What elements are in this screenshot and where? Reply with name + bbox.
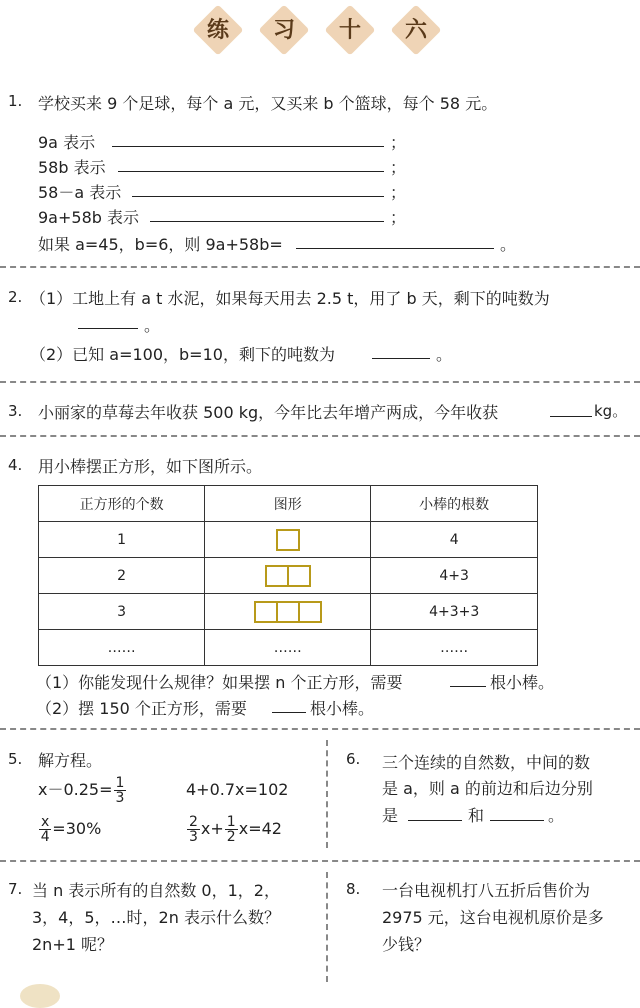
table-row: [39, 522, 538, 558]
q1-blank-4[interactable]: [150, 221, 384, 222]
table-cell-figure: ……: [205, 630, 371, 666]
q2-blank-1[interactable]: [78, 328, 138, 329]
corner-ornament: [20, 984, 60, 1008]
table-row: [39, 558, 538, 594]
q7-line2: 3，4，5，…时，2n 表示什么数？: [32, 908, 280, 927]
q3-text: 小丽家的草莓去年收获 500 kg，今年比去年增产两成，今年收获: [38, 403, 499, 422]
q4-blank-1[interactable]: [450, 686, 486, 687]
q6-line2: 是 a，则 a 的前边和后边分别: [382, 779, 593, 798]
table-cell-sticks: 4: [371, 522, 538, 558]
q4-sub1-a: （1）你能发现什么规律？如果摆 n 个正方形，需要: [36, 673, 403, 692]
q7-line3: 2n+1 呢？: [32, 935, 113, 954]
q6-blank-2[interactable]: [490, 820, 544, 821]
q3-blank[interactable]: [550, 416, 592, 417]
table-cell-figure: [205, 558, 371, 594]
q1-line-3: 58－a 表示: [38, 183, 122, 202]
table-row: [39, 594, 538, 630]
q4-sub2-a: （2）摆 150 个正方形，需要: [36, 699, 247, 718]
table-cell-sticks: ……: [371, 630, 538, 666]
table-row: [39, 630, 538, 666]
table-cell-count: 2: [39, 558, 205, 594]
title-char-1: 练: [196, 8, 240, 52]
square-figure-icon: [298, 601, 322, 623]
q1-period: 。: [500, 235, 517, 254]
q7-line1: 当 n 表示所有的自然数 0，1，2，: [32, 881, 280, 900]
fraction: $\frac{x}{4}$: [40, 814, 50, 845]
table-header-sticks: 小棒的根数: [371, 486, 538, 522]
q5-eq2: 4+0.7x=102: [186, 780, 289, 799]
q8-number: 8.: [346, 880, 361, 898]
q1-line-2: 58b 表示: [38, 158, 106, 177]
q1-line-1: 9a 表示: [38, 133, 96, 152]
table-header-figure: 图形: [205, 486, 371, 522]
q1-semi-2: ；: [390, 158, 407, 177]
table-cell-figure: [205, 594, 371, 630]
q4-number: 4.: [8, 456, 23, 474]
table-header-row: [39, 486, 538, 522]
q5-eq4: $\frac{2}{3}$ x+ $\frac{1}{2}$ x=42: [189, 814, 282, 845]
q1-semi-1: ；: [390, 133, 407, 152]
table-cell-count: 1: [39, 522, 205, 558]
table-cell-figure: [205, 522, 371, 558]
divider-2: [0, 381, 640, 383]
q1-blank-2[interactable]: [118, 171, 384, 172]
q2-number: 2.: [8, 288, 23, 306]
divider-vertical-2: [326, 872, 328, 982]
q1-line-4: 9a+58b 表示: [38, 208, 139, 227]
divider-vertical-1: [326, 740, 328, 848]
q6-line3-c: 。: [548, 806, 565, 825]
divider-1: [0, 266, 640, 268]
q8-line3: 少钱？: [382, 935, 431, 954]
q4-sub2-b: 根小棒。: [310, 699, 375, 718]
divider-5: [0, 860, 640, 862]
q5-eq1: x－0.25= $\frac{1}{3}$: [38, 775, 125, 806]
title-char-4: 六: [394, 8, 438, 52]
q2-part2: （2）已知 a=100，b=10，剩下的吨数为: [30, 345, 335, 364]
q1-blank-5[interactable]: [296, 248, 494, 249]
q6-line3-a: 是: [382, 806, 399, 825]
q4-stem: 用小棒摆正方形，如下图所示。: [38, 457, 263, 476]
square-figure-icon: [254, 601, 278, 623]
q7-number: 7.: [8, 880, 23, 898]
title-char-2: 习: [262, 8, 306, 52]
q1-number: 1.: [8, 92, 23, 110]
q5-number: 5.: [8, 750, 23, 768]
table-cell-sticks: 4+3: [371, 558, 538, 594]
q1-stem: 学校买来 9 个足球，每个 a 元，又买来 b 个篮球，每个 58 元。: [38, 94, 498, 113]
q1-semi-3: ；: [390, 183, 407, 202]
fraction: $\frac{2}{3}$: [189, 814, 198, 845]
q1-blank-3[interactable]: [132, 196, 384, 197]
q4-blank-2[interactable]: [272, 712, 306, 713]
square-figure-icon: [276, 601, 300, 623]
q2-part1-end: 。: [144, 316, 161, 335]
sticks-table: [38, 485, 538, 666]
square-figure-icon: [276, 529, 300, 551]
q2-blank-2[interactable]: [372, 358, 430, 359]
q5-stem: 解方程。: [38, 751, 103, 770]
q6-line1: 三个连续的自然数，中间的数: [382, 753, 591, 772]
q4-sub1-b: 根小棒。: [490, 673, 555, 692]
q1-semi-4: ；: [390, 208, 407, 227]
fraction: $\frac{1}{2}$: [226, 814, 236, 845]
q6-blank-1[interactable]: [408, 820, 462, 821]
q2-part2-end: 。: [436, 345, 453, 364]
q8-line2: 2975 元，这台电视机原价是多: [382, 908, 604, 927]
q1-blank-1[interactable]: [112, 146, 384, 147]
divider-3: [0, 435, 640, 437]
q3-number: 3.: [8, 402, 23, 420]
q6-number: 6.: [346, 750, 361, 768]
q1-if-line: 如果 a=45，b=6，则 9a+58b=: [38, 235, 283, 254]
table-cell-count: 3: [39, 594, 205, 630]
square-figure-icon: [287, 565, 311, 587]
q8-line1: 一台电视机打八五折后售价为: [382, 881, 591, 900]
square-figure-icon: [265, 565, 289, 587]
title-char-3: 十: [328, 8, 372, 52]
fraction: $\frac{1}{3}$: [115, 775, 125, 806]
q5-eq3: $\frac{x}{4}$ =30%: [40, 814, 102, 845]
divider-4: [0, 728, 640, 730]
table-cell-sticks: 4+3+3: [371, 594, 538, 630]
q2-part1: （1）工地上有 a t 水泥，如果每天用去 2.5 t，用了 b 天，剩下的吨数为: [30, 289, 550, 308]
table-header-count: 正方形的个数: [39, 486, 205, 522]
table-cell-count: ……: [39, 630, 205, 666]
q3-unit: kg。: [594, 402, 628, 420]
q6-line3-b: 和: [468, 806, 485, 825]
